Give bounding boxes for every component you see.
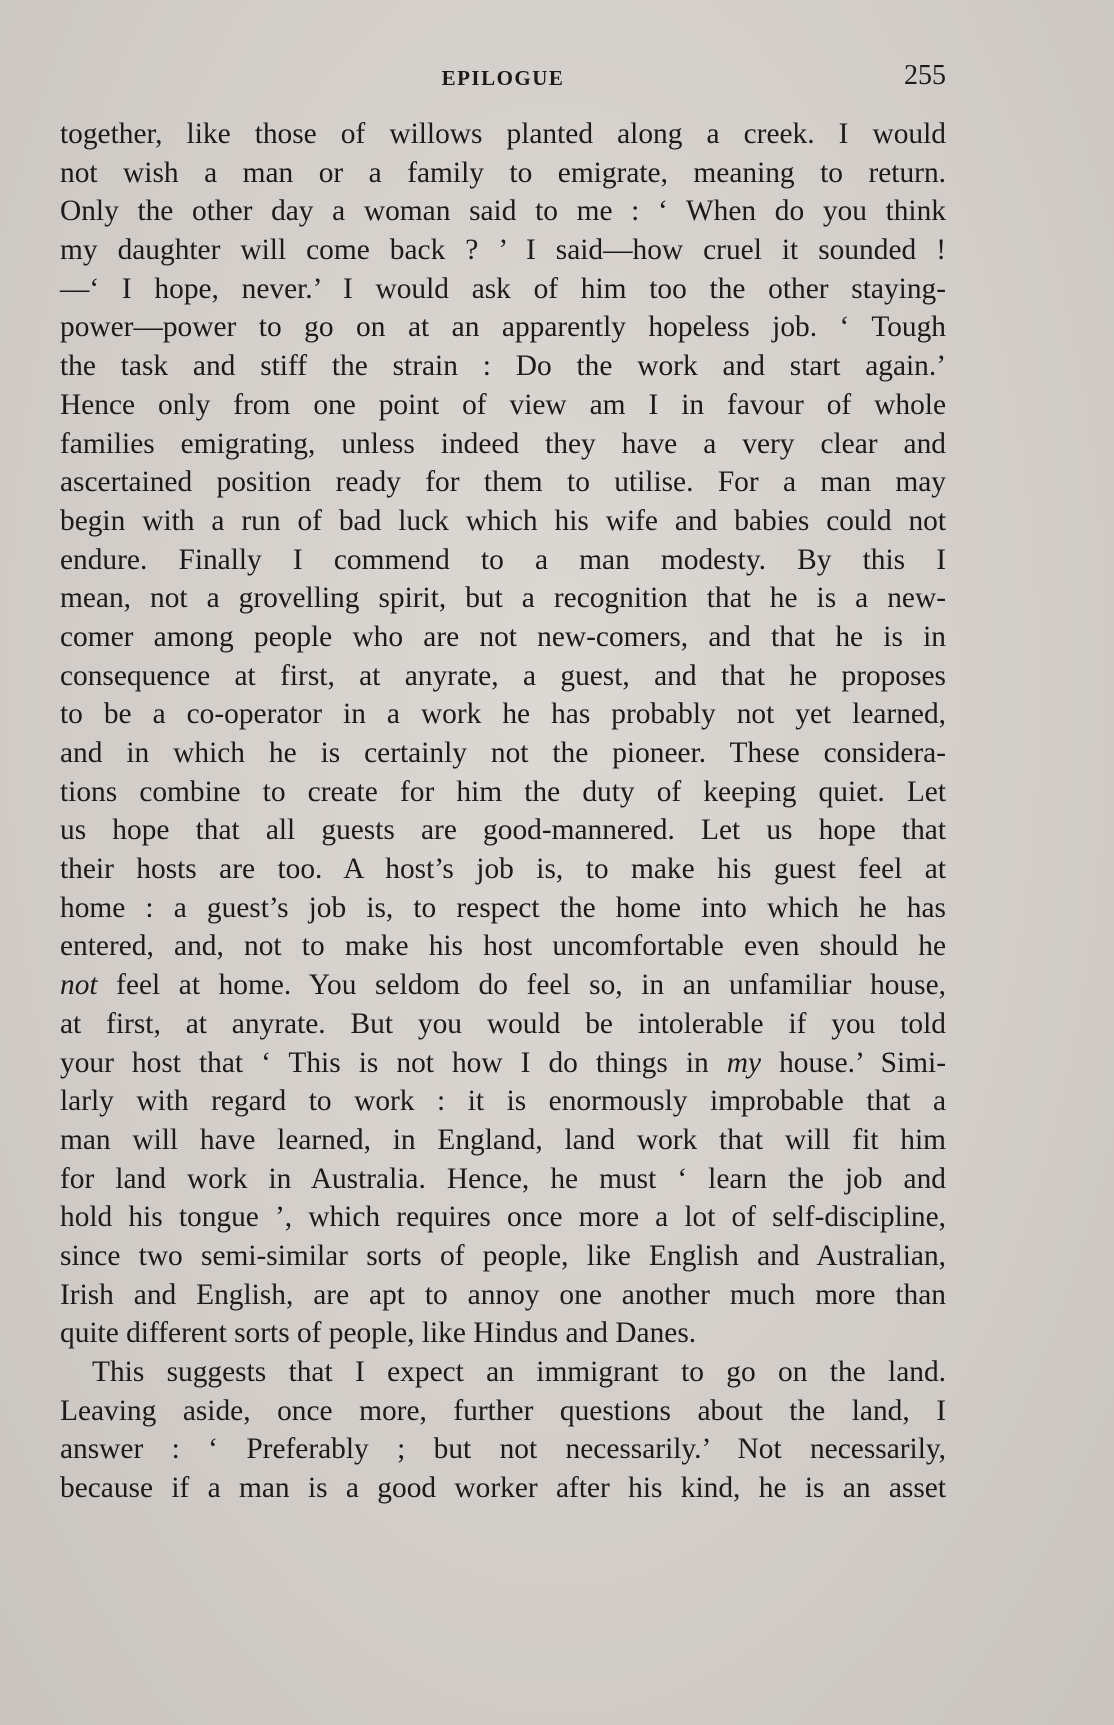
text-line [60,966,946,1005]
text-line: mean, not a grovelling spirit, but a recognition that he is a new- [60,582,946,615]
text-line: us hope that all guests are good-mannered. Let us hope that [60,814,946,847]
text-line: Leaving aside, once more, further questions about the land, I [60,1394,946,1427]
page-number: 255 [904,60,946,91]
text-line: and in which he is certainly not the pioneer. These considera- [60,737,946,769]
text-line: tions combine to create for him the duty of keeping quiet. Let [60,775,946,808]
text-line: answer : ‘ Preferably ; but not necessarily.’ Not necessarily, [60,1433,946,1466]
italic-word: not [60,969,98,1002]
text-line: endure. Finally I commend to a man modesty. By this I [60,543,946,576]
paragraph-last-line: quite different sorts of people, like Hindus and Danes. [60,1317,697,1350]
text-line: my daughter will come back ? ’ I said—how cruel it sounded ! [60,234,946,267]
text-line: entered, and, not to make his host uncomfortable even should he [60,930,946,963]
text-line: Only the other day a woman said to me : ‘ When do you think [60,195,946,228]
page-header [60,60,946,100]
text-line: Hence only from one point of view am I in favour of whole [60,388,946,421]
line-before: your host that ‘ This is not how I do things in [60,1046,727,1079]
text-line: begin with a run of bad luck which his wife and babies could not [60,504,946,537]
text-line: ascertained position ready for them to utilise. For a man may [60,466,946,499]
text-line: their hosts are too. A host’s job is, to make his guest feel at [60,853,946,886]
text-line: to be a co-operator in a work he has probably not yet learned, [60,698,946,731]
body-text [60,115,946,1508]
text-line: families emigrating, unless indeed they have a very clear and [60,427,946,460]
text-line: hold his tongue ’, which requires once more a lot of self-discipline, [60,1201,946,1234]
text-line: at first, at anyrate. But you would be intolerable if you told [60,1007,946,1040]
running-title: EPILOGUE [441,66,565,90]
paragraph-first-line: This suggests that I expect an immigrant to go on the land. [92,1356,946,1388]
text-line: larly with regard to work : it is enormously improbable that a [60,1085,946,1118]
text-line: home : a guest’s job is, to respect the home into which he has [60,891,946,924]
text-line [60,1044,946,1083]
text-line: together, like those of willows planted along a creek. I would [60,118,946,150]
text-line: Irish and English, are apt to annoy one another much more than [60,1278,946,1311]
italic-word: my [726,1046,762,1079]
text-line: since two semi-similar sorts of people, like English and Australian, [60,1239,946,1272]
text-line: —‘ I hope, never.’ I would ask of him too the other staying- [60,272,946,305]
text-line: power—power to go on at an apparently hopeless job. ‘ Tough [60,311,946,344]
text-line: not wish a man or a family to emigrate, meaning to return. [60,156,946,189]
line-rest: feel at home. You seldom do feel so, in an unfamiliar house, [97,969,946,1002]
line-after: house.’ Simi- [761,1046,946,1079]
text-line: consequence at first, at anyrate, a guest, and that he proposes [60,659,946,692]
text-line: for land work in Australia. Hence, he must ‘ learn the job and [60,1162,946,1195]
text-line: man will have learned, in England, land work that will fit him [60,1123,946,1156]
text-line: because if a man is a good worker after his kind, he is an asset [60,1472,946,1505]
text-line: comer among people who are not new-comers, and that he is in [60,620,946,653]
text-line: the task and stiff the strain : Do the work and start again.’ [60,350,946,383]
